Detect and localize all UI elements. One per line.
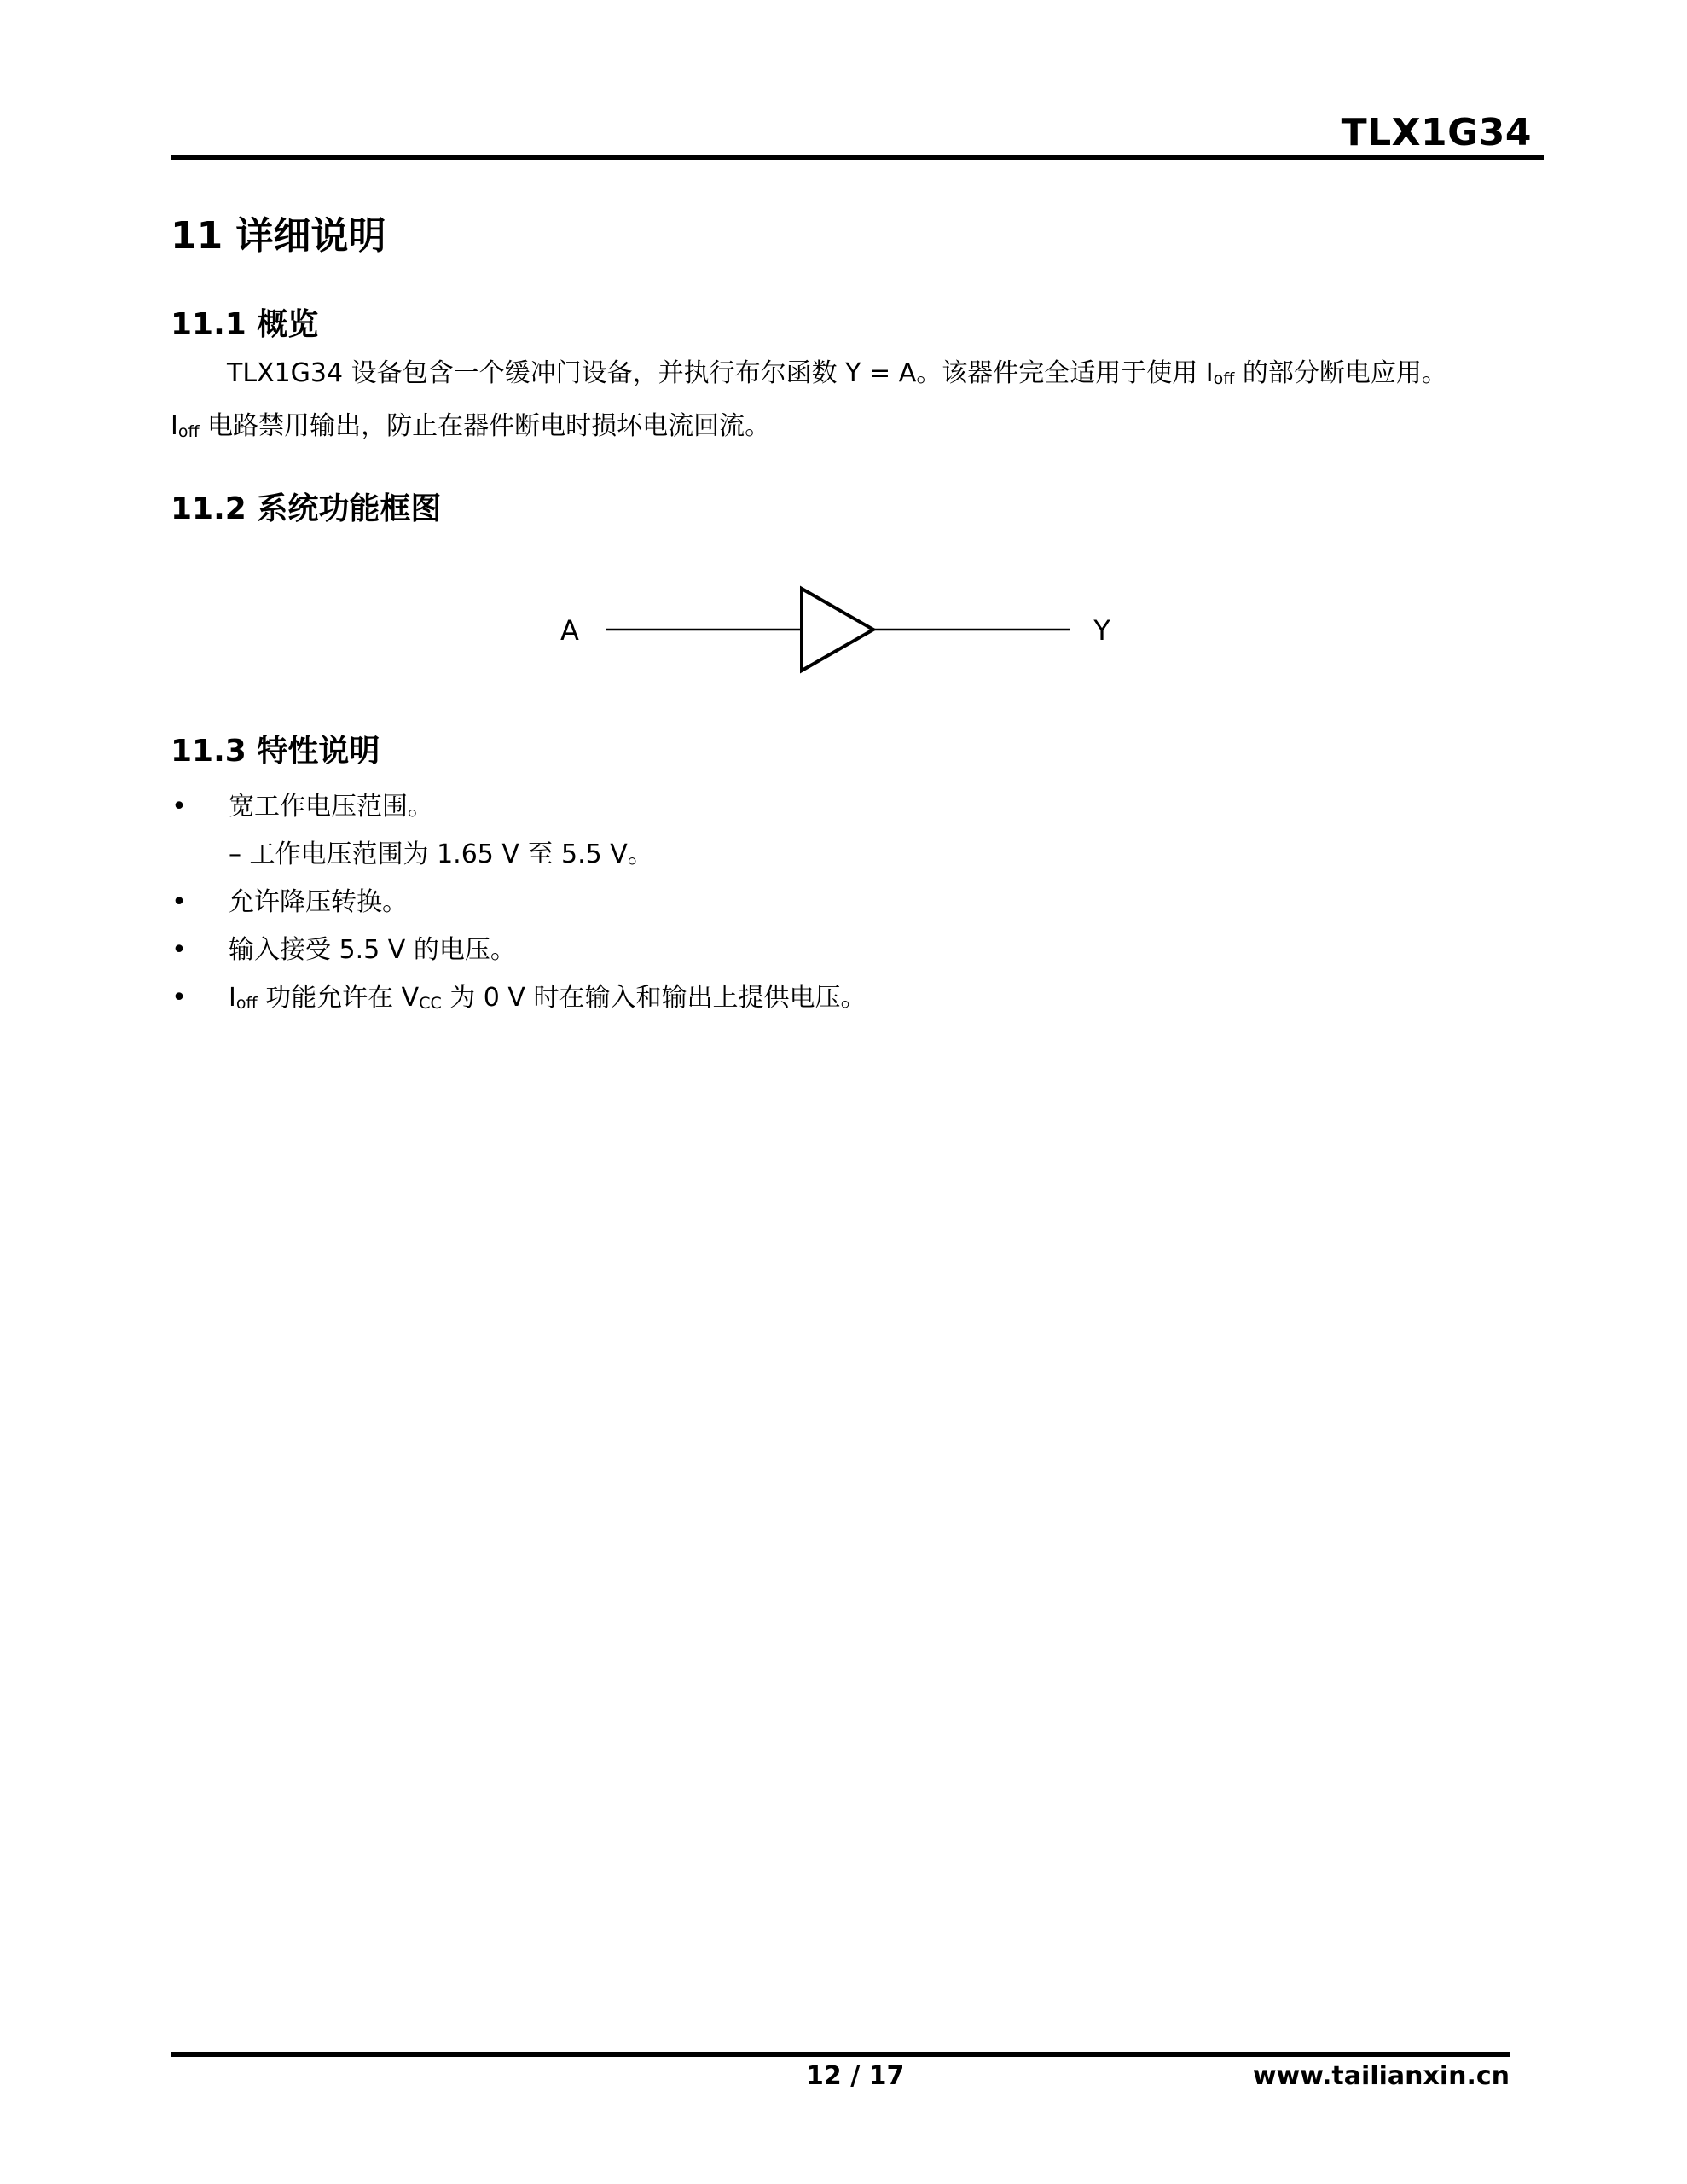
list-item: • Ioff 功能允许在 VCC 为 0 V 时在输入和输出上提供电压。 bbox=[171, 974, 1450, 1022]
overview-line-1: TLX1G34 设备包含一个缓冲门设备，并执行布尔函数 Y = A。该器件完全适用于使用 Ioff 的部分断电应用。 bbox=[227, 358, 1447, 388]
overview-heading: 11.1 概览 bbox=[171, 307, 319, 342]
footer-rule bbox=[171, 2052, 1510, 2057]
list-item: • 允许降压转换。 bbox=[171, 879, 1450, 926]
section-title: 11 详细说明 bbox=[171, 214, 386, 258]
list-item: • 输入接受 5.5 V 的电压。 bbox=[171, 926, 1450, 974]
list-item-continuation: – 工作电压范围为 1.65 V 至 5.5 V。 bbox=[229, 839, 653, 869]
features-heading: 11.3 特性说明 bbox=[171, 734, 380, 769]
buffer-triangle-icon bbox=[802, 589, 873, 671]
buffer-gate-diagram bbox=[546, 572, 1160, 691]
features-list bbox=[171, 783, 1450, 1022]
output-label-y: Y bbox=[1093, 614, 1110, 647]
overview-paragraph bbox=[171, 350, 1544, 456]
bullet-icon: • bbox=[171, 983, 187, 1013]
block-diagram-heading: 11.2 系统功能框图 bbox=[171, 491, 442, 526]
bullet-icon: • bbox=[171, 935, 187, 965]
page-number: 12 / 17 bbox=[806, 2061, 905, 2091]
header-rule bbox=[171, 155, 1544, 160]
input-label-a: A bbox=[560, 614, 579, 647]
overview-line-2: Ioff 电路禁用输出，防止在器件断电时损坏电流回流。 bbox=[171, 411, 771, 441]
list-item: • 宽工作电压范围。 bbox=[171, 783, 1450, 831]
bullet-icon: • bbox=[171, 887, 187, 917]
header-part-number: TLX1G34 bbox=[1341, 111, 1532, 154]
bullet-icon: • bbox=[171, 792, 187, 822]
website-url: www.tailianxin.cn bbox=[1252, 2061, 1510, 2091]
